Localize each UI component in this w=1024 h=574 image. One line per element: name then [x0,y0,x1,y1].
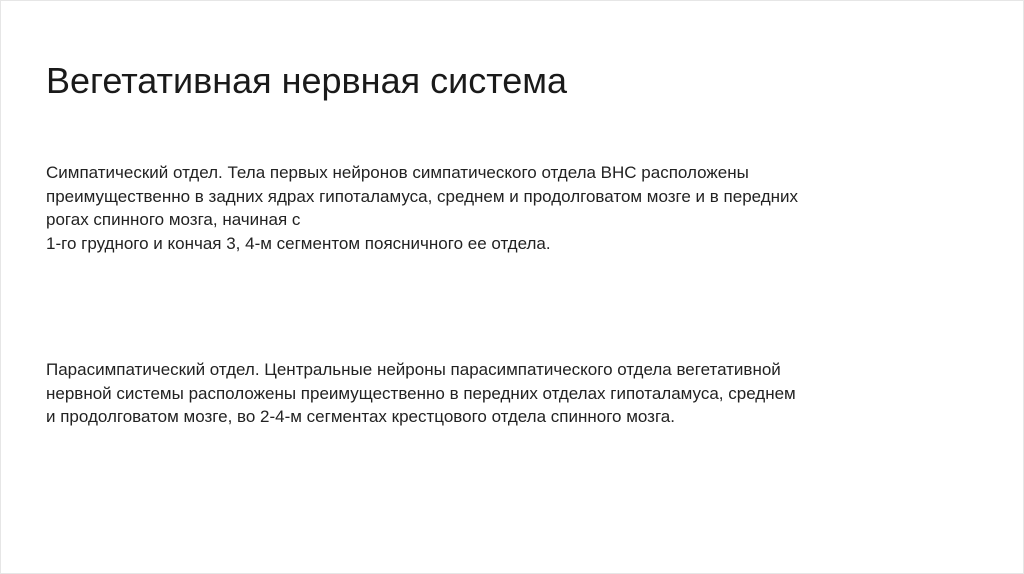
parasympathetic-paragraph [46,358,796,429]
paragraph-line: нервной системы расположены преимущественно в передних отделах гипоталамуса, среднем [46,383,796,403]
slide-title: Вегетативная нервная система [46,60,568,101]
sympathetic-paragraph [46,161,798,255]
paragraph-line: преимущественно в задних ядрах гипоталамуса, среднем и продолговатом мозге и в передних [46,186,799,206]
paragraph-line: 1-го грудного и кончая 3, 4-м сегментом поясничного ее отдела. [46,233,551,253]
paragraph-line: Симпатический отдел. Тела первых нейронов симпатического отдела ВНС расположены [46,163,749,182]
paragraph-line: Парасимпатический отдел. Центральные нейроны парасимпатического отдела вегетативной [46,360,781,379]
paragraph-line: рогах спинного мозга, начиная с [46,210,301,229]
paragraph-line: и продолговатом мозге, во 2-4-м сегментах крестцового отдела спинного мозга. [46,407,675,426]
